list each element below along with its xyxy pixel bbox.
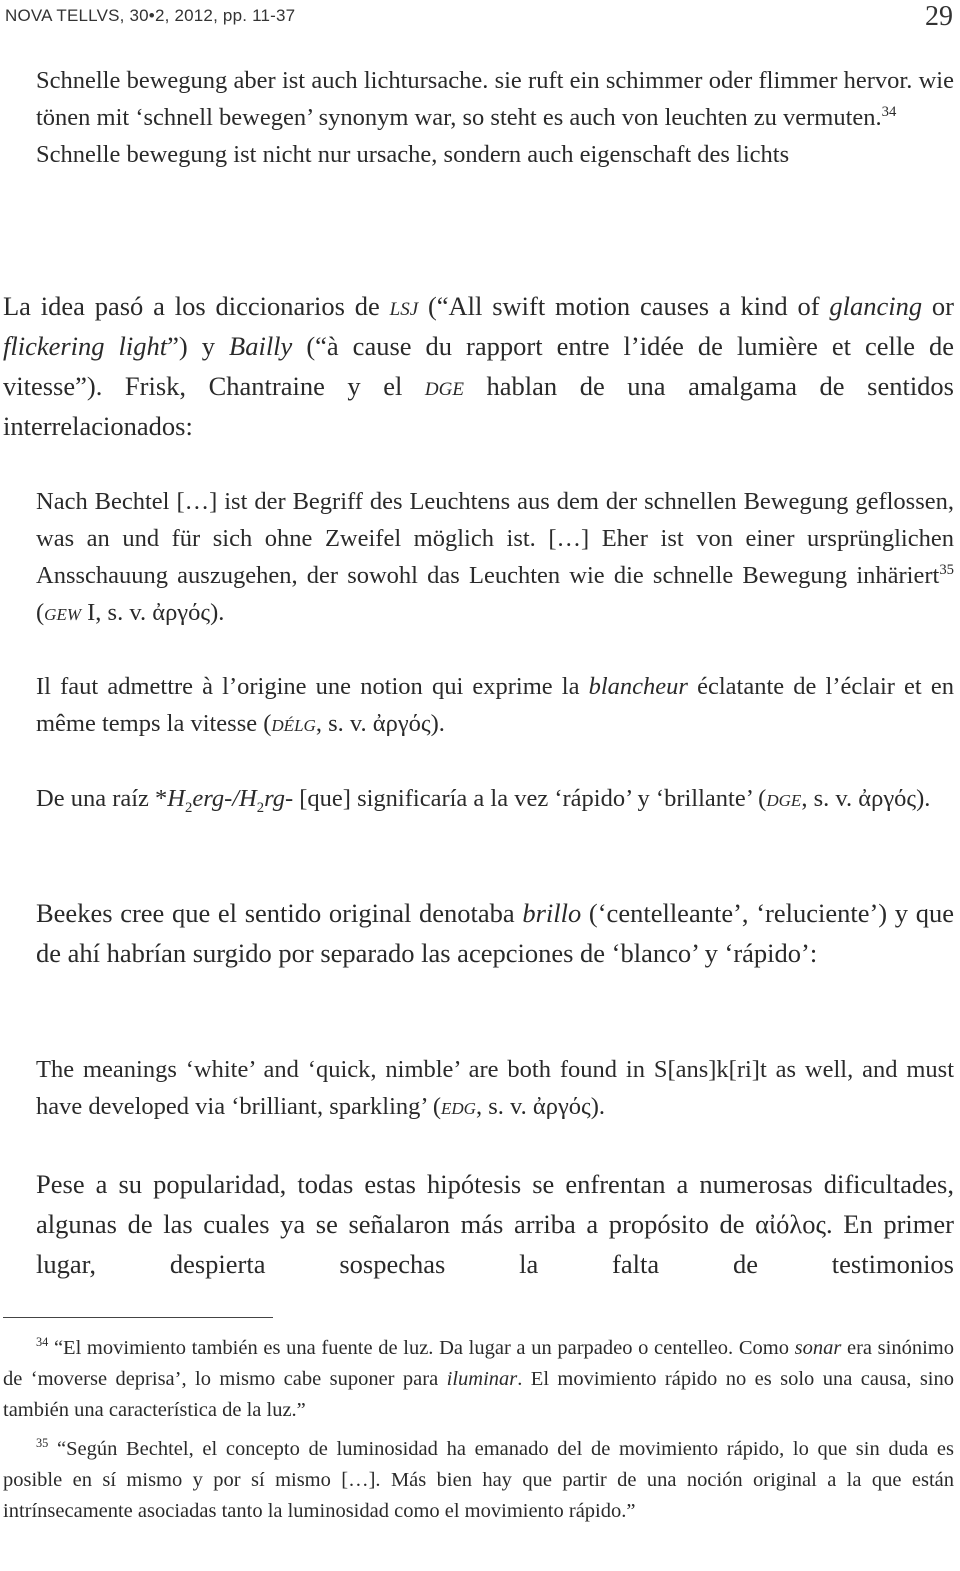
abbrev-edg: edg: [441, 1093, 476, 1120]
footnote-34: $^{34}$ “El movimiento también es una fuente de luz. Da lugar a un parpadeo o centelleo. Como sonar era sinónimo de ‘moverse deprisa’, lo mismo cabe suponer para iluminar. El movimiento rápido no es solo una causa, sino también una característica de la luz.”: [3, 1335, 954, 1421]
body-paragraph: Pese a su popularidad, todas estas hipótesis se enfrentan a numerosas dificultades, algunas de las cuales ya se señalaron más arriba a propósito de αἰόλος. En primer lugar, despierta sospechas la falta de testimonios: [36, 1169, 954, 1279]
quote-text: Schnelle bewegung aber ist auch lichtursache. sie ruft ein schimmer oder flimmer hervor. wie tönen mit ‘schnell bewegen’ synonym war, so steht es auch von leuchten zu vermuten.: [36, 67, 954, 131]
block-quote-frisk: Nach Bechtel […] ist der Begriff des Leuchtens aus dem der schnellen Bewegung geflossen, was an und für sich ohne Zweifel möglich ist. […] Eher ist von einer ursprünglichen Ansschauung auszugehen, der sowohl das Leuchten wie die schnelle Bewegung inhäriert$^{35}$ (gew I, s. v. ἀργός).: [36, 488, 954, 626]
abbrev-delg: délg: [271, 710, 316, 737]
abbrev-lsj: lsj: [389, 291, 419, 321]
source-bailly: Bailly: [229, 331, 293, 361]
quote-text: Schnelle bewegung ist nicht nur ursache, sondern auch eigenschaft des lichts: [36, 141, 790, 168]
body-paragraph: Beekes cree que el sentido original denotaba brillo (‘centelleante’, ‘reluciente’) y que de ahí habrían surgido por separado las acepciones de ‘blanco’ y ‘rápido’:: [36, 898, 954, 968]
footnote-number: 35: [36, 1436, 49, 1451]
footnote-ref-34[interactable]: 34: [881, 103, 897, 120]
page-number: 29: [925, 1, 953, 32]
footnote-35: $^{35}$ “Según Bechtel, el concepto de luminosidad ha emanado del de movimiento rápido, lo que sin duda es posible en sí mismo y por sí mismo […]. Más bien hay que partir de una noción original a la que están intrínsecamente asociadas tanto la luminosidad como el movimiento rápido.”: [3, 1436, 954, 1522]
block-quote-beekes: The meanings ‘white’ and ‘quick, nimble’ are both found in S[ans]k[ri]t as well, and must have developed via ‘brilliant, sparkling’ (edg, s. v. ἀργός).: [36, 1056, 954, 1120]
running-header: NOVA TELLVS, 30•2, 2012, pp. 11-37: [5, 6, 296, 25]
abbrev-dge: dge: [766, 785, 802, 812]
abbrev-dge: dge: [424, 371, 464, 401]
footnote-separator: [3, 1317, 273, 1318]
footnote-ref-35[interactable]: 35: [939, 561, 954, 578]
block-quote-dge: De una raíz $*H_2erg-/H_2rg-$ [que] significaría a la vez ‘rápido’ y ‘brillante’ (dge, s. v. ἀργός).: [36, 785, 931, 816]
block-quote-chantraine: Il faut admettre à l’origine une notion qui exprime la blancheur éclatante de l’éclair et en même temps la vitesse (délg, s. v. ἀργός).: [36, 673, 954, 737]
block-quote-grimm: [36, 62, 954, 173]
abbrev-gew: gew: [44, 599, 81, 626]
body-paragraph: La idea pasó a los diccionarios de lsj (“All swift motion causes a kind of glancing or flickering light”) y Bailly (“à cause du rapport entre l’idée de lumière et celle de vitesse”). Frisk, Chantraine y el dge hablan de una amalgama de sentidos interrelacionados:: [3, 291, 955, 441]
footnote-number: 34: [36, 1335, 49, 1350]
